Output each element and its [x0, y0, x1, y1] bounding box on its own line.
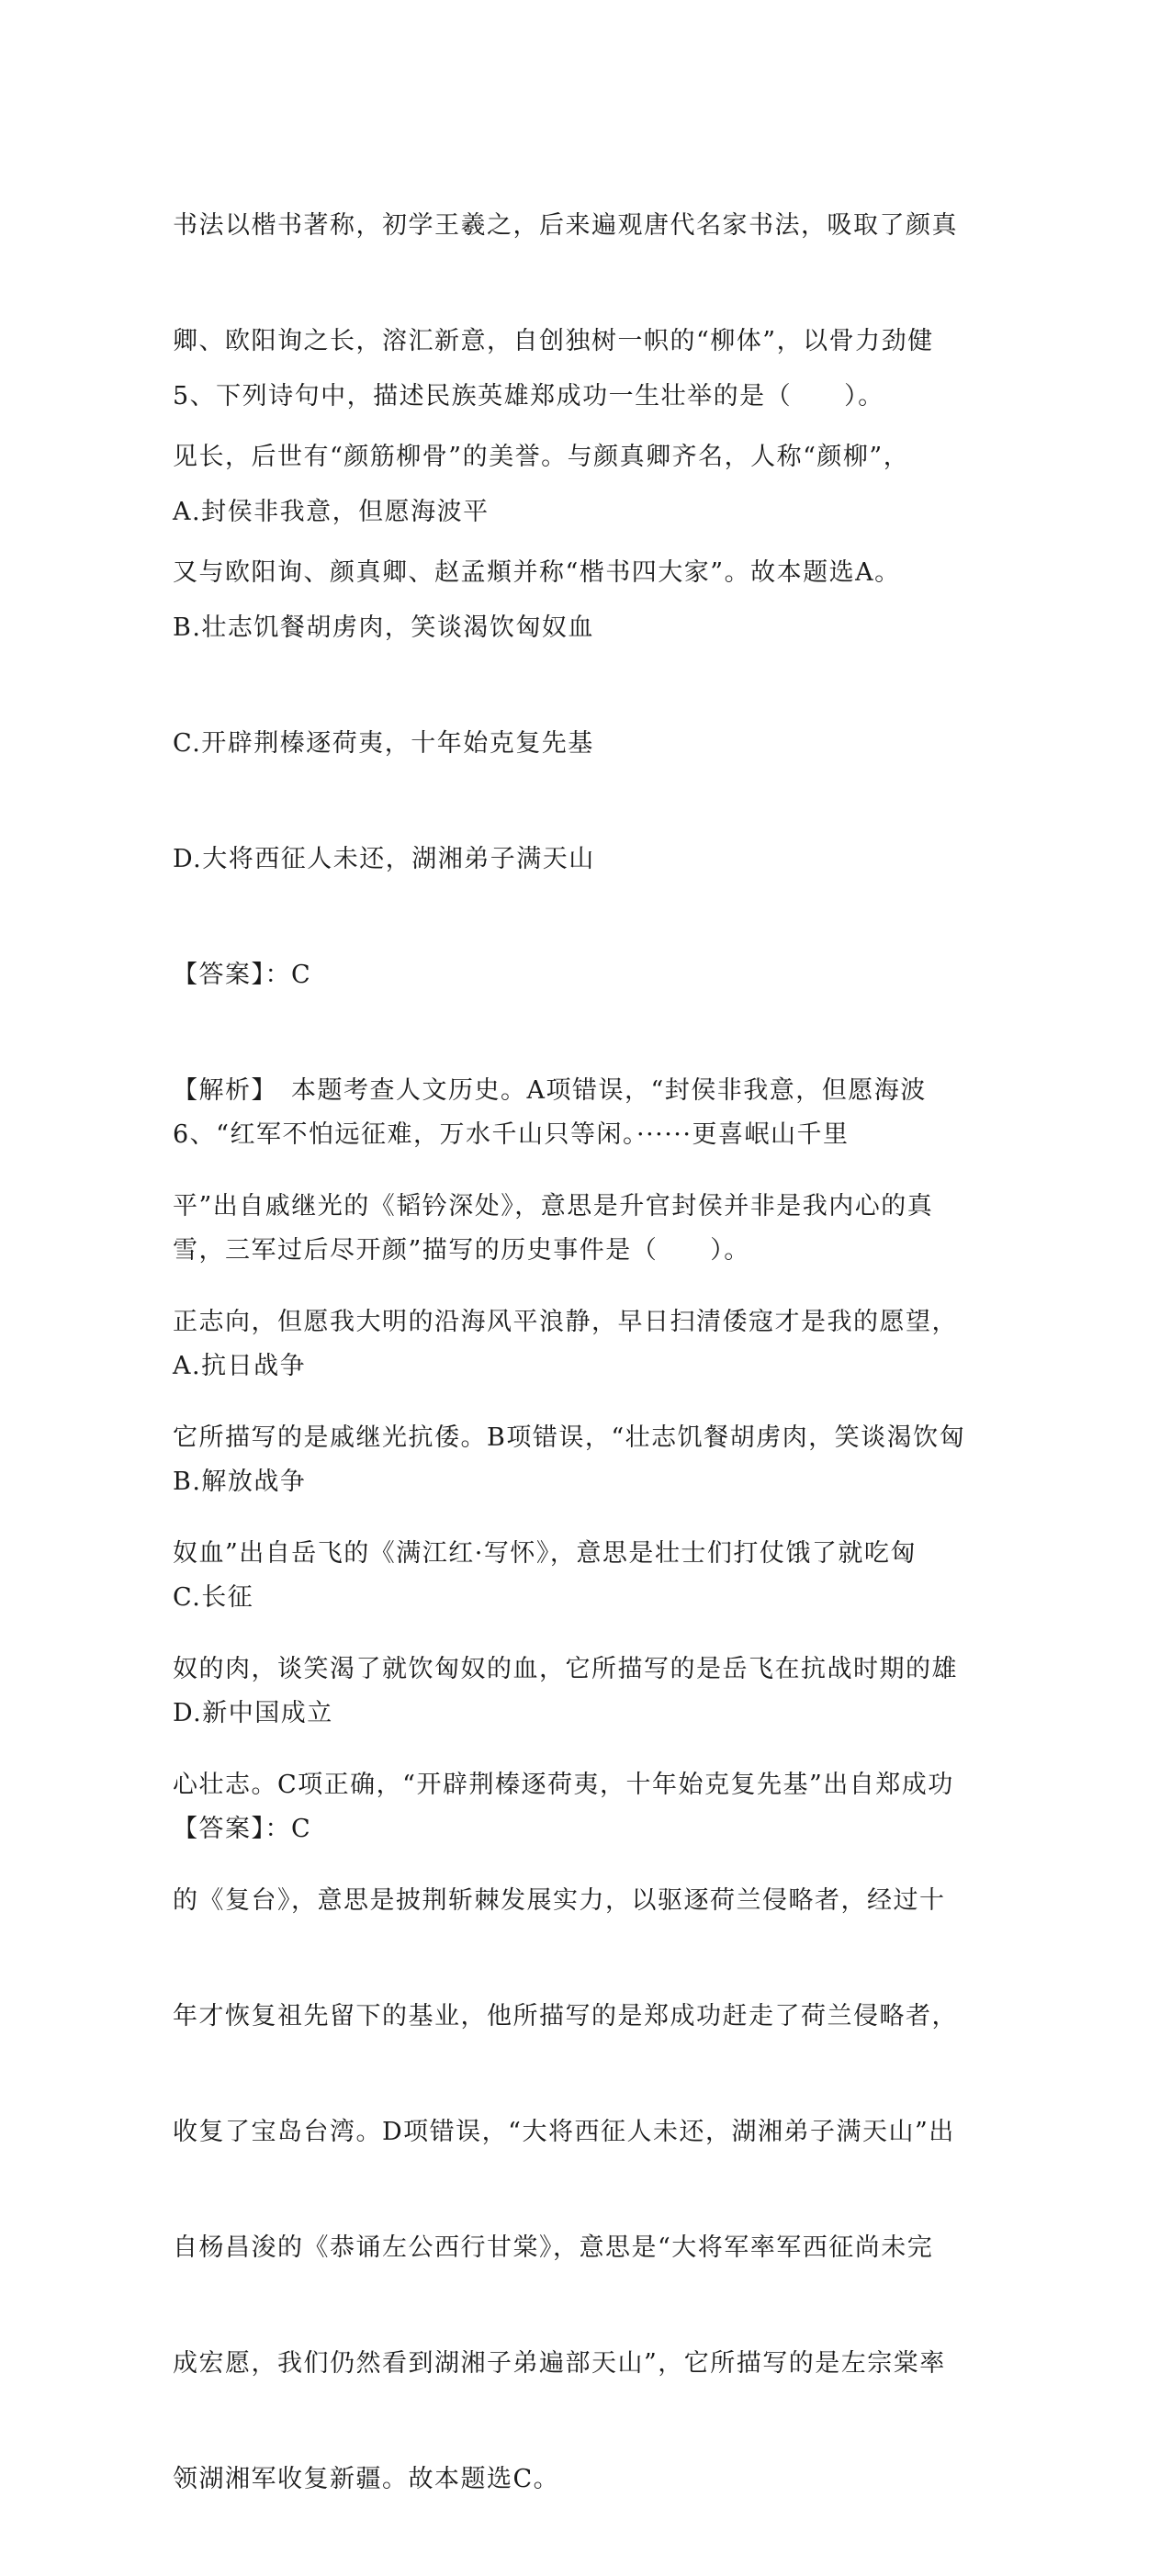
explanation-line: 奴血”出自岳飞的《满江红·写怀》，意思是壮士们打仗饿了就吃匈 [173, 1539, 917, 1568]
explanation-line: 正志向，但愿我大明的沿海风平浪静，早日扫清倭寇才是我的愿望， [173, 1308, 958, 1336]
option-a: A.封侯非我意，但愿海波平 [173, 498, 490, 526]
answer-line: 【答案】：C [173, 961, 312, 989]
answer-line: 【答案】：C [173, 1815, 312, 1843]
explanation-line: 收复了宝岛台湾。D项错误，“大将西征人未还，湖湘弟子满天山”出 [173, 2118, 955, 2146]
question-stem: 5、下列诗句中，描述民族英雄郑成功一生壮举的是（ ）。 [173, 382, 884, 411]
explanation-line: 的《复台》，意思是披荆斩棘发展实力，以驱逐荷兰侵略者，经过十 [173, 1886, 946, 1915]
explanation-line: 它所描写的是戚继光抗倭。B项错误，“壮志饥餐胡虏肉，笑谈渴饮匈 [173, 1423, 966, 1452]
option-b: B.解放战争 [173, 1468, 307, 1496]
option-c: C.长征 [173, 1583, 254, 1612]
explanation-line: 成宏愿，我们仍然看到湖湘子弟遍部天山”，它所描写的是左宗棠率 [173, 2349, 946, 2378]
question-stem: 雪，三军过后尽开颜”描写的历史事件是（ ）。 [173, 1236, 750, 1265]
explanation-line: 又与欧阳询、颜真卿、赵孟頫并称“楷书四大家”。故本题选A。 [173, 558, 901, 587]
explanation-line: 卿、欧阳询之长，溶汇新意，自创独树一帜的“柳体”，以骨力劲健 [173, 327, 934, 355]
option-d: D.新中国成立 [173, 1699, 333, 1727]
option-c: C.开辟荆榛逐荷夷，十年始克复先基 [173, 729, 594, 758]
explanation-line: 见长，后世有“颜筋柳骨”的美誉。与颜真卿齐名，人称“颜柳”， [173, 443, 910, 471]
question-6 [173, 1039, 999, 1926]
option-b: B.壮志饥餐胡虏肉，笑谈渴饮匈奴血 [173, 613, 594, 642]
explanation-line: 奴的肉，谈笑渴了就饮匈奴的血，它所描写的是岳飞在抗战时期的雄 [173, 1655, 958, 1683]
explanation-line: 领湖湘军收复新疆。故本题选C。 [173, 2465, 560, 2493]
option-d: D.大将西征人未还，湖湘弟子满天山 [173, 845, 595, 873]
explanation-line: 心壮志。C项正确，“开辟荆榛逐荷夷，十年始克复先基”出自郑成功 [173, 1771, 954, 1799]
explanation-line: 【解析】 本题考查人文历史。A项错误，“封侯非我意，但愿海波 [173, 1076, 927, 1105]
explanation-line: 年才恢复祖先留下的基业，他所描写的是郑成功赶走了荷兰侵略者， [173, 2002, 958, 2030]
question-stem: 6、“红军不怕远征难，万水千山只等闲。······更喜岷山千里 [173, 1120, 850, 1149]
explanation-line: 自杨昌浚的《恭诵左公西行甘棠》，意思是“大将军率军西征尚未完 [173, 2233, 934, 2262]
explanation-line: 书法以楷书著称，初学王羲之，后来遍观唐代名家书法，吸取了颜真 [173, 211, 958, 240]
explanation-line: 平”出自戚继光的《韬钤深处》，意思是升官封侯并非是我内心的真 [173, 1192, 934, 1221]
option-a: A.抗日战争 [173, 1352, 307, 1380]
